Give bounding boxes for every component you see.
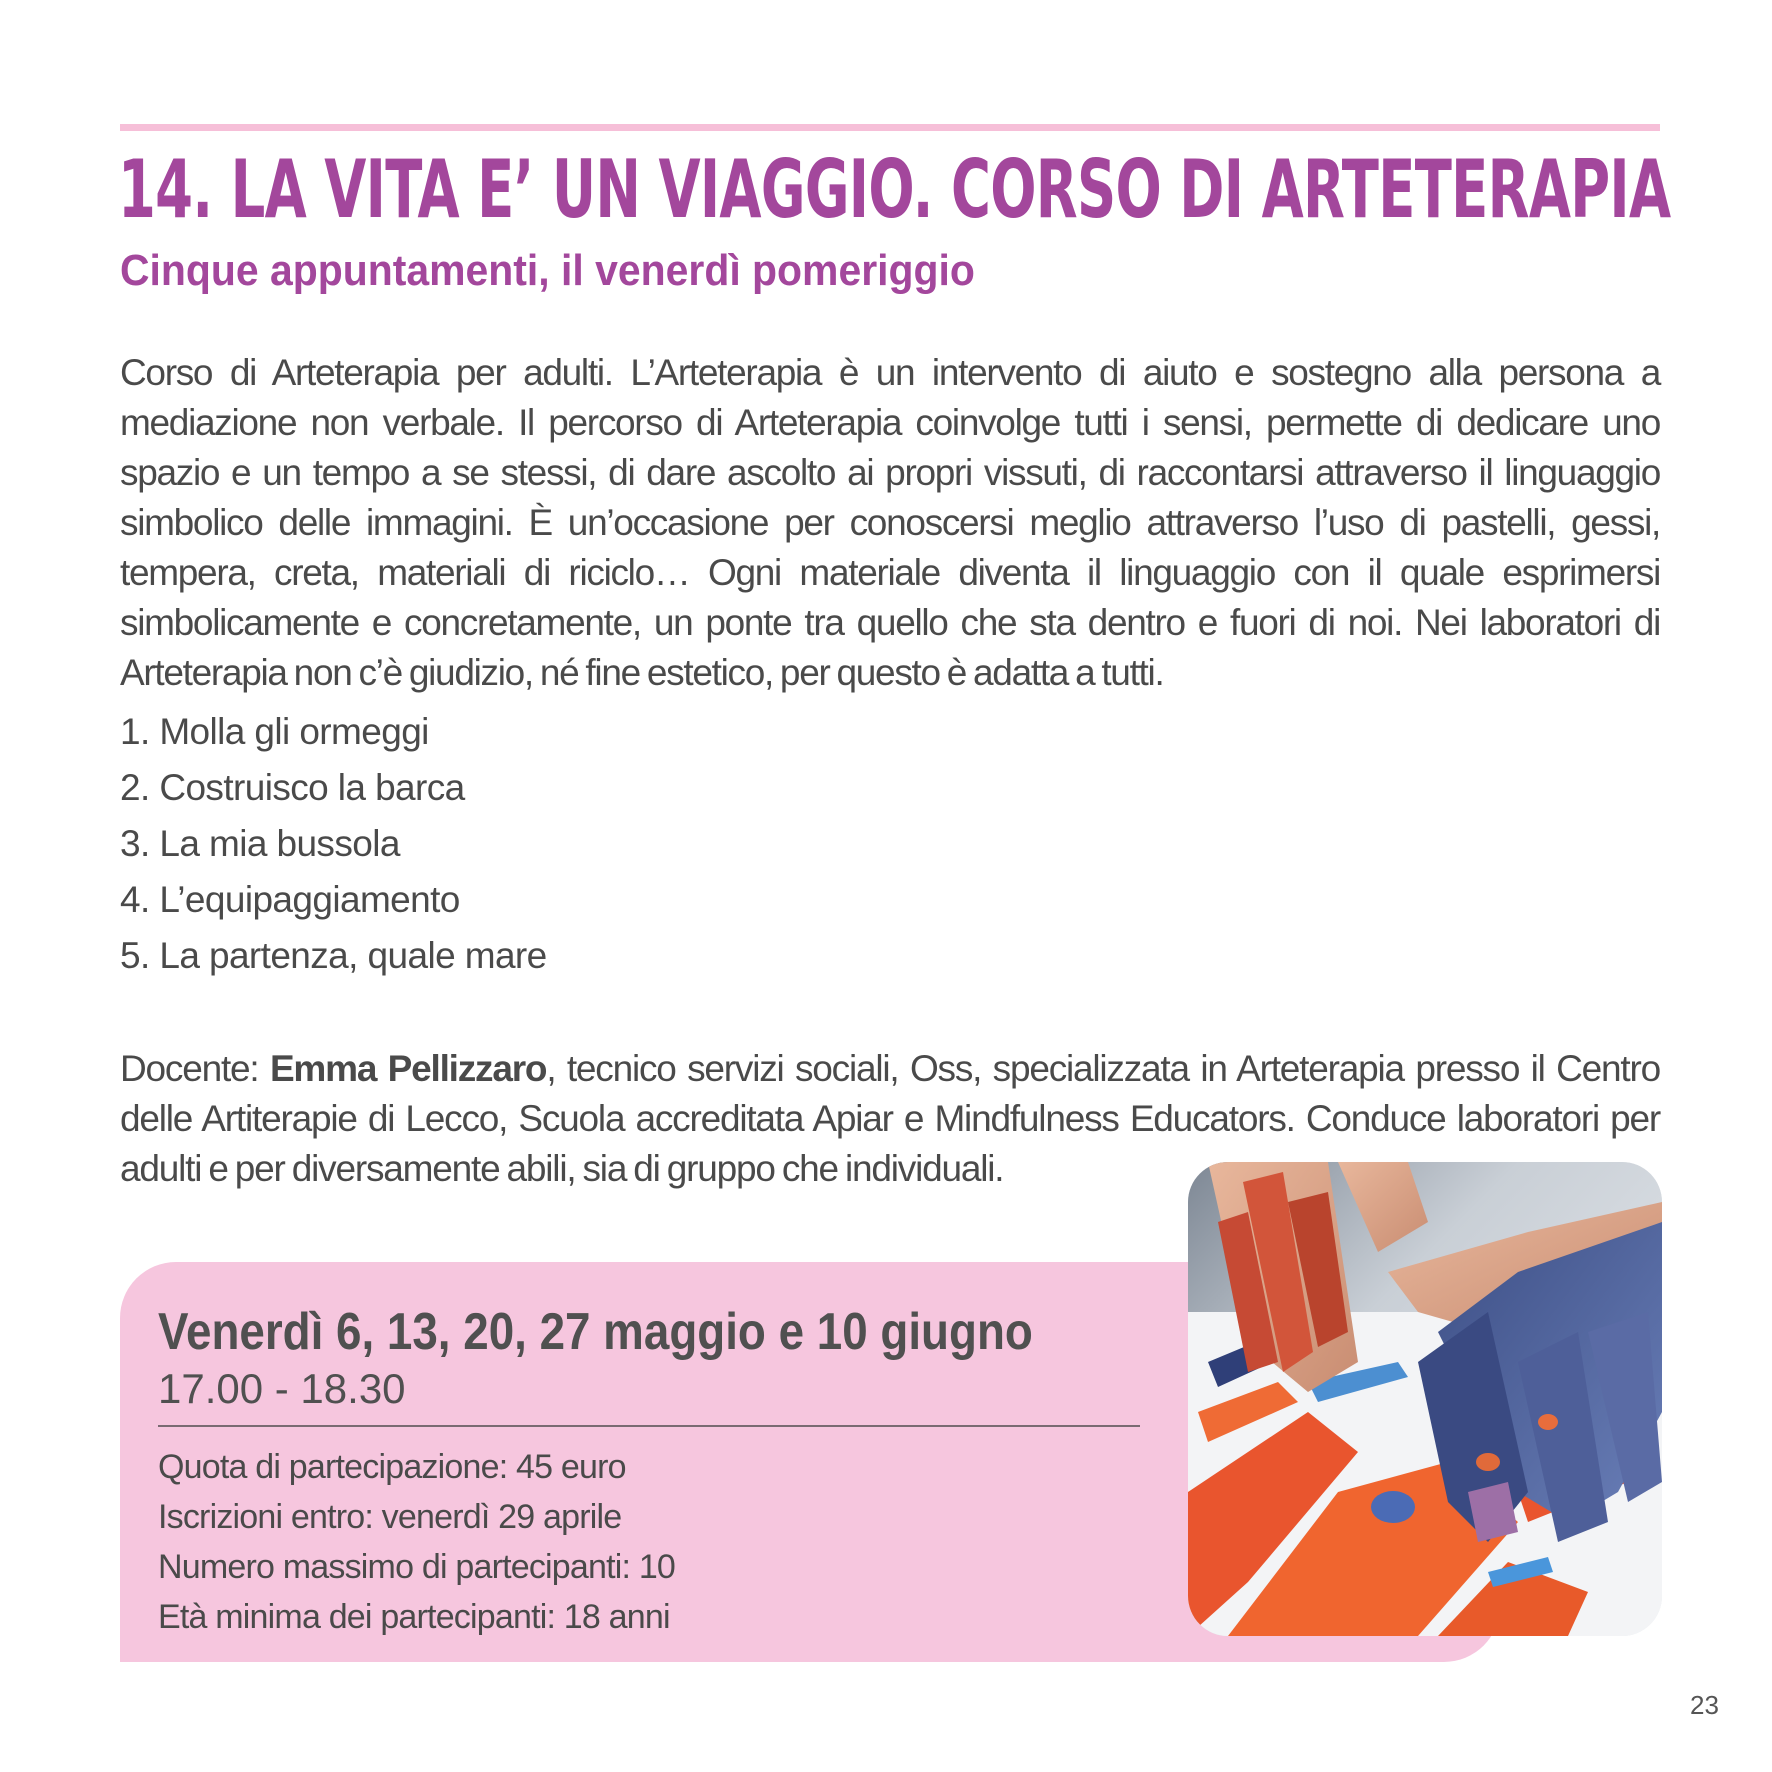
teacher-name: Emma Pellizzaro xyxy=(269,1048,547,1089)
painted-hands-photo xyxy=(1188,1162,1662,1636)
page-title: 14. LA VITA E’ UN VIAGGIO. CORSO DI ARTETERAPIA xyxy=(118,143,1671,236)
schedule-divider xyxy=(158,1425,1140,1427)
session-list xyxy=(120,704,1660,984)
course-description xyxy=(120,348,1660,1194)
schedule-details xyxy=(158,1442,675,1642)
teacher-label: Docente: xyxy=(120,1048,270,1089)
detail-fee: Quota di partecipazione: 45 euro xyxy=(158,1448,626,1486)
schedule-time: 17.00 - 18.30 xyxy=(158,1365,406,1412)
list-item: 3. La mia bussola xyxy=(120,823,400,864)
detail-max-participants: Numero massimo di partecipanti: 10 xyxy=(158,1548,676,1586)
detail-deadline: Iscrizioni entro: venerdì 29 aprile xyxy=(158,1498,622,1536)
teacher-bio: , tecnico servizi sociali, Oss, specializzata in Arteterapia presso il Centro delle Artiterapie di Lecco, Scuola accreditata Apiar e Mindfulness Educators. Conduce laboratori per adulti e per diversamente abili, sia di gruppo che individuali. xyxy=(120,1048,1660,1189)
intro-paragraph: Corso di Arteterapia per adulti. L’Arteterapia è un intervento di aiuto e sostegno alla persona a mediazione non verbale. Il percorso di Arteterapia coinvolge tutti i sensi, permette di dedicare uno spazio e un tempo a se stessi, di dare ascolto ai propri vissuti, di raccontarsi attraverso il linguaggio simbolico delle immagini. È un’occasione per conoscersi meglio attraverso l’uso di pastelli, gessi, tempera, creta, materiali di riciclo… Ogni materiale diventa il linguaggio con il quale esprimersi simbolicamente e concretamente, un ponte tra quello che sta dentro e fuori di noi. Nei laboratori di Arteterapia non c’è giudizio, né fine estetico, per questo è adatta a tutti. xyxy=(120,352,1660,693)
list-item: 5. La partenza, quale mare xyxy=(120,935,547,976)
painted-hands-image xyxy=(1188,1162,1662,1636)
schedule-dates: Venerdì 6, 13, 20, 27 maggio e 10 giugno xyxy=(158,1303,1033,1361)
page-number: 23 xyxy=(1690,1690,1719,1720)
list-item: 1. Molla gli ormeggi xyxy=(120,711,429,752)
list-item: 4. L’equipaggiamento xyxy=(120,879,460,920)
top-divider xyxy=(120,124,1660,131)
page-subtitle: Cinque appuntamenti, il venerdì pomeriggio xyxy=(120,246,975,295)
detail-min-age: Età minima dei partecipanti: 18 anni xyxy=(158,1598,670,1636)
list-item: 2. Costruisco la barca xyxy=(120,767,465,808)
